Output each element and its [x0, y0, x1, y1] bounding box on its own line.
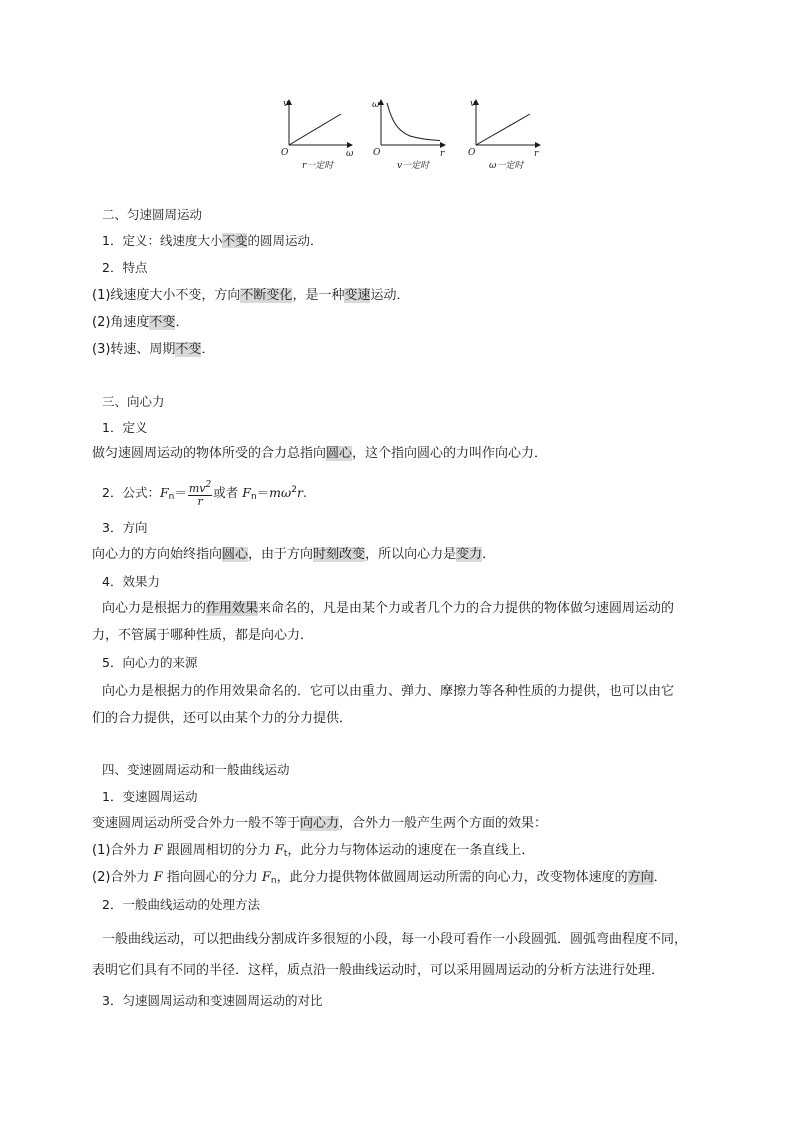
x-axis-label: ω [346, 149, 354, 159]
text: 跟圆周相切的分力 [162, 843, 275, 858]
formula-symbol: r [296, 485, 303, 500]
s3-effect-text-2: 力，不管属于哪种性质，都是向心力． [92, 628, 314, 643]
text: 或者 [213, 485, 243, 500]
formula-symbol: F [242, 485, 251, 500]
text: 做匀速圆周运动的物体所受的合力总指向 [92, 446, 327, 461]
s3-definition-heading: 1．定义 [102, 420, 148, 435]
text: ，所以向心力是 [365, 547, 457, 562]
formula-symbol: F [159, 485, 169, 500]
text: 来命名的，凡是由某个力或者几个力的合力提供的物体做匀速圆周运动的 [258, 601, 675, 616]
origin-label: O [281, 148, 289, 158]
s3-effect-heading: 4．效果力 [102, 574, 160, 589]
text: (1)线速度大小不变，方向 [92, 288, 241, 303]
formula-symbol: F [274, 843, 284, 858]
s4-general-text-1: 一般曲线运动，可以把曲线分割成许多很短的小段，每一小段可看作一小段圆弧．圆弧弯曲程度不同， [102, 932, 688, 947]
origin-label: O [468, 148, 476, 158]
s3-definition-text [92, 445, 547, 463]
text: ． [175, 315, 189, 330]
text: ，是一种 [292, 288, 345, 303]
highlight: 时刻改变 [313, 547, 366, 562]
highlight: 方向 [627, 870, 654, 885]
s4-variable-text [92, 815, 547, 833]
s2-feature-3 [92, 341, 214, 359]
text: 1．定义：线速度大小 [102, 233, 223, 248]
y-axis-label: v [283, 99, 289, 109]
highlight: 圆心 [326, 446, 353, 461]
s2-features-heading: 2．特点 [102, 260, 148, 275]
s4-comparison-heading: 3．匀速圆周运动和变速圆周运动的对比 [102, 993, 323, 1008]
s3-effect-text-1 [102, 600, 674, 618]
text: ＝ [256, 485, 270, 500]
text: ． [201, 342, 215, 357]
text: ，由于方向 [248, 547, 314, 562]
linear-curve [289, 114, 341, 145]
graph-omega-vs-r [372, 100, 445, 171]
s4-general-text-2: 表明它们具有不同的半径．这样，质点沿一般曲线运动时，可以采用圆周运动的分析方法进行处理． [92, 963, 665, 978]
s3-source-text-1: 向心力是根据力的作用效果命名的．它可以由重力、弹力、摩擦力等各种性质的力提供，也可以由它 [102, 684, 675, 699]
formula-symbol: F [261, 870, 271, 885]
text: (2)角速度 [92, 315, 150, 330]
s3-source-heading: 5．向心力的来源 [102, 655, 198, 670]
text: 指向圆心的分力 [162, 870, 262, 885]
subscript: n [250, 492, 257, 502]
text: ． [482, 547, 496, 562]
s3-direction-text [92, 546, 495, 564]
graph-caption: ω一定时 [489, 161, 524, 171]
denominator: r [197, 495, 203, 508]
text: (1)合外力 [92, 843, 154, 858]
x-axis-label: r [534, 149, 539, 159]
text: 向心力的方向始终指向 [92, 547, 223, 562]
y-axis-label: ω [372, 100, 380, 110]
graph-caption: v一定时 [397, 161, 430, 171]
s4-variable-heading: 1．变速圆周运动 [102, 789, 198, 804]
s4-effect-2 [92, 869, 667, 890]
highlight: 变力 [456, 547, 483, 562]
fraction [188, 479, 212, 508]
origin-label: O [373, 148, 381, 158]
highlight: 作用效果 [206, 601, 259, 616]
highlight: 圆心 [222, 547, 249, 562]
s4-effect-1 [92, 842, 534, 863]
text: 变速圆周运动所受合外力一般不等于 [92, 816, 301, 831]
text: 2．公式： [102, 485, 160, 500]
s2-feature-1 [92, 287, 409, 305]
section-4-heading: 四、变速圆周运动和一般曲线运动 [102, 762, 290, 777]
section-3-heading: 三、向心力 [102, 394, 165, 409]
graph-caption: r一定时 [302, 161, 334, 171]
linear-curve [476, 114, 530, 145]
highlight: 变速 [344, 288, 371, 303]
text: ． [653, 870, 667, 885]
superscript: 2 [291, 485, 297, 495]
highlight: 不变 [222, 233, 248, 248]
formula-symbol: F [153, 843, 163, 858]
s3-direction-heading: 3．方向 [102, 520, 148, 535]
highlight: 向心力 [300, 816, 340, 831]
s3-source-text-2: 们的合力提供，还可以由某个力的分力提供． [92, 711, 353, 726]
graph-v-vs-omega [281, 99, 354, 171]
highlight: 不变 [175, 342, 202, 357]
text: ，此分力提供物体做圆周运动所需的向心力，改变物体速度的 [276, 870, 628, 885]
text: . [302, 485, 307, 500]
s4-general-heading: 2．一般曲线运动的处理方法 [102, 897, 260, 912]
text: ，这个指向圆心的力叫作向心力． [352, 446, 548, 461]
s2-definition [102, 232, 323, 250]
subscript: n [270, 876, 277, 886]
text: ，此分力与物体运动的速度在一条直线上． [287, 843, 535, 858]
superscript: 2 [205, 480, 212, 490]
s2-feature-2 [92, 314, 188, 332]
numerator [188, 479, 212, 496]
graph-v-vs-r [468, 99, 540, 171]
text: 向心力是根据力的 [102, 601, 207, 616]
graphs-figure [0, 0, 794, 180]
subscript: n [168, 492, 175, 502]
formula-symbol: F [153, 870, 163, 885]
numerator-text: mv [188, 482, 206, 495]
x-axis-label: r [440, 149, 445, 159]
highlight: 不断变化 [240, 288, 293, 303]
inverse-curve [387, 103, 440, 141]
section-2-heading: 二、匀速圆周运动 [102, 207, 203, 222]
text: ，合外力一般产生两个方面的效果： [339, 816, 548, 831]
formula-symbol: mω [269, 485, 292, 500]
text: ＝ [174, 485, 187, 500]
text: (2)合外力 [92, 870, 154, 885]
text: 的圆周运动． [247, 233, 323, 248]
text: 运动． [370, 288, 410, 303]
subscript: t [283, 849, 288, 859]
highlight: 不变 [149, 315, 176, 330]
text: (3)转速、周期 [92, 342, 176, 357]
s3-formula [102, 478, 307, 509]
y-axis-label: v [470, 99, 476, 109]
